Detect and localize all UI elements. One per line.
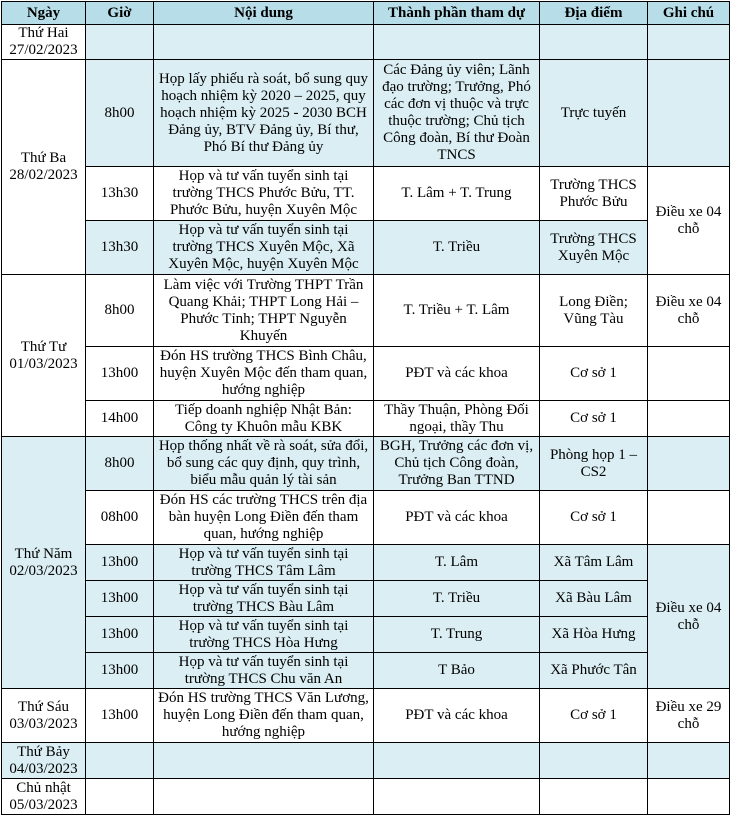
table-row — [2, 347, 730, 401]
table-row — [2, 25, 730, 60]
location-cell — [540, 743, 648, 779]
note-cell — [648, 743, 730, 779]
time-cell — [86, 743, 154, 779]
table-row — [2, 581, 730, 617]
note-cell — [648, 437, 730, 491]
participants-cell: Các Đảng ủy viên; Lãnh đạo trường; Trưởng, Phó các đơn vị thuộc và trực thuộc trường; Chủ tịch Công đoàn, Bí thư Đoàn TNCS — [374, 60, 540, 167]
content-cell: Đón HS trường THCS Văn Lương, huyện Long Điền đến tham quan, hướng nghiệp — [154, 689, 374, 743]
time-cell: 13h00 — [86, 545, 154, 581]
note-cell — [648, 60, 730, 167]
header-location: Địa điểm — [540, 2, 648, 25]
content-cell — [154, 25, 374, 60]
content-cell: Họp và tư vấn tuyển sinh tại trường THCS Chu văn An — [154, 653, 374, 689]
participants-cell: T. Triều + T. Lâm — [374, 275, 540, 347]
participants-cell: T Bảo — [374, 653, 540, 689]
participants-cell: PĐT và các khoa — [374, 491, 540, 545]
participants-cell: T. Lâm — [374, 545, 540, 581]
header-note: Ghi chú — [648, 2, 730, 25]
participants-cell: T. Triều — [374, 221, 540, 275]
time-cell — [86, 779, 154, 815]
participants-cell: Thầy Thuận, Phòng Đối ngoại, thầy Thu — [374, 401, 540, 437]
participants-cell — [374, 743, 540, 779]
header-content: Nội dung — [154, 2, 374, 25]
time-cell: 13h30 — [86, 221, 154, 275]
note-cell: Điều xe 04 chỗ — [648, 545, 730, 689]
location-cell: Trường THCS Phước Bửu — [540, 167, 648, 221]
table-row — [2, 689, 730, 743]
content-cell: Họp và tư vấn tuyển sinh tại trường THCS Bàu Lâm — [154, 581, 374, 617]
note-cell — [648, 779, 730, 815]
content-cell: Tiếp doanh nghiệp Nhật Bản: Công ty Khuôn mẫu KBK — [154, 401, 374, 437]
day-cell: Thứ Bảy 04/03/2023 — [2, 743, 86, 779]
table-row — [2, 401, 730, 437]
location-cell — [540, 25, 648, 60]
content-cell: Đón HS trường THCS Bình Châu, huyện Xuyên Mộc đến tham quan, hướng nghiệp — [154, 347, 374, 401]
time-cell — [86, 25, 154, 60]
table-row — [2, 437, 730, 491]
header-day: Ngày — [2, 2, 86, 25]
time-cell: 08h00 — [86, 491, 154, 545]
note-cell: Điều xe 04 chỗ — [648, 275, 730, 347]
participants-cell: PĐT và các khoa — [374, 347, 540, 401]
note-cell — [648, 401, 730, 437]
content-cell: Họp thống nhất về rà soát, sửa đổi, bổ sung các quy định, quy trình, biểu mẫu quản lý tài sản — [154, 437, 374, 491]
participants-cell — [374, 25, 540, 60]
content-cell: Họp và tư vấn tuyển sinh tại trường THCS Hòa Hưng — [154, 617, 374, 653]
time-cell: 14h00 — [86, 401, 154, 437]
header-row — [2, 2, 730, 25]
time-cell: 13h00 — [86, 617, 154, 653]
content-cell: Họp và tư vấn tuyển sinh tại trường THCS Tâm Lâm — [154, 545, 374, 581]
header-time: Giờ — [86, 2, 154, 25]
time-cell: 8h00 — [86, 60, 154, 167]
participants-cell: T. Lâm + T. Trung — [374, 167, 540, 221]
content-cell: Làm việc với Trường THPT Trần Quang Khải; THPT Long Hải – Phước Tỉnh; THPT Nguyễn Khuyến — [154, 275, 374, 347]
content-cell: Đón HS các trường THCS trên địa bàn huyện Long Điền đến tham quan, hướng nghiệp — [154, 491, 374, 545]
location-cell: Xã Hòa Hưng — [540, 617, 648, 653]
day-cell: Thứ Ba 28/02/2023 — [2, 60, 86, 275]
day-cell: Chủ nhật 05/03/2023 — [2, 779, 86, 815]
participants-cell: PĐT và các khoa — [374, 689, 540, 743]
participants-cell: BGH, Trưởng các đơn vị, Chủ tịch Công đoàn, Trưởng Ban TTND — [374, 437, 540, 491]
day-cell: Thứ Năm 02/03/2023 — [2, 437, 86, 689]
location-cell: Trường THCS Xuyên Mộc — [540, 221, 648, 275]
location-cell: Cơ sở 1 — [540, 347, 648, 401]
time-cell: 13h00 — [86, 581, 154, 617]
content-cell: Họp và tư vấn tuyển sinh tại trường THCS Phước Bửu, TT. Phước Bửu, huyện Xuyên Mộc — [154, 167, 374, 221]
table-row — [2, 60, 730, 167]
day-cell: Thứ Tư 01/03/2023 — [2, 275, 86, 437]
time-cell: 13h00 — [86, 689, 154, 743]
schedule-table — [1, 1, 730, 815]
table-row — [2, 743, 730, 779]
table-row — [2, 545, 730, 581]
note-cell: Điều xe 29 chỗ — [648, 689, 730, 743]
content-cell — [154, 779, 374, 815]
content-cell: Họp và tư vấn tuyển sinh tại trường THCS Xuyên Mộc, Xã Xuyên Mộc, huyện Xuyên Mộc — [154, 221, 374, 275]
location-cell: Long Điền; Vũng Tàu — [540, 275, 648, 347]
note-cell — [648, 347, 730, 401]
header-participants: Thành phần tham dự — [374, 2, 540, 25]
table-row — [2, 653, 730, 689]
time-cell: 8h00 — [86, 437, 154, 491]
time-cell: 8h00 — [86, 275, 154, 347]
content-cell — [154, 743, 374, 779]
note-cell: Điều xe 04 chỗ — [648, 167, 730, 275]
participants-cell: T. Triều — [374, 581, 540, 617]
location-cell: Cơ sở 1 — [540, 689, 648, 743]
content-cell: Họp lấy phiếu rà soát, bổ sung quy hoạch nhiệm kỳ 2020 – 2025, quy hoạch nhiệm kỳ 2025 - 2030 BCH Đảng ủy, BTV Đảng ủy, Bí thư, Phó Bí thư Đảng ủy — [154, 60, 374, 167]
time-cell: 13h00 — [86, 653, 154, 689]
location-cell: Trực tuyến — [540, 60, 648, 167]
location-cell: Cơ sở 1 — [540, 491, 648, 545]
table-row — [2, 491, 730, 545]
table-row — [2, 779, 730, 815]
participants-cell — [374, 779, 540, 815]
note-cell — [648, 25, 730, 60]
time-cell: 13h00 — [86, 347, 154, 401]
location-cell: Cơ sở 1 — [540, 401, 648, 437]
day-cell: Thứ Sáu 03/03/2023 — [2, 689, 86, 743]
time-cell: 13h30 — [86, 167, 154, 221]
location-cell: Phòng họp 1 – CS2 — [540, 437, 648, 491]
table-row — [2, 167, 730, 221]
location-cell: Xã Bàu Lâm — [540, 581, 648, 617]
location-cell — [540, 779, 648, 815]
note-cell — [648, 491, 730, 545]
participants-cell: T. Trung — [374, 617, 540, 653]
location-cell: Xã Tâm Lâm — [540, 545, 648, 581]
location-cell: Xã Phước Tân — [540, 653, 648, 689]
table-row — [2, 221, 730, 275]
table-row — [2, 617, 730, 653]
day-cell: Thứ Hai 27/02/2023 — [2, 25, 86, 60]
table-row — [2, 275, 730, 347]
